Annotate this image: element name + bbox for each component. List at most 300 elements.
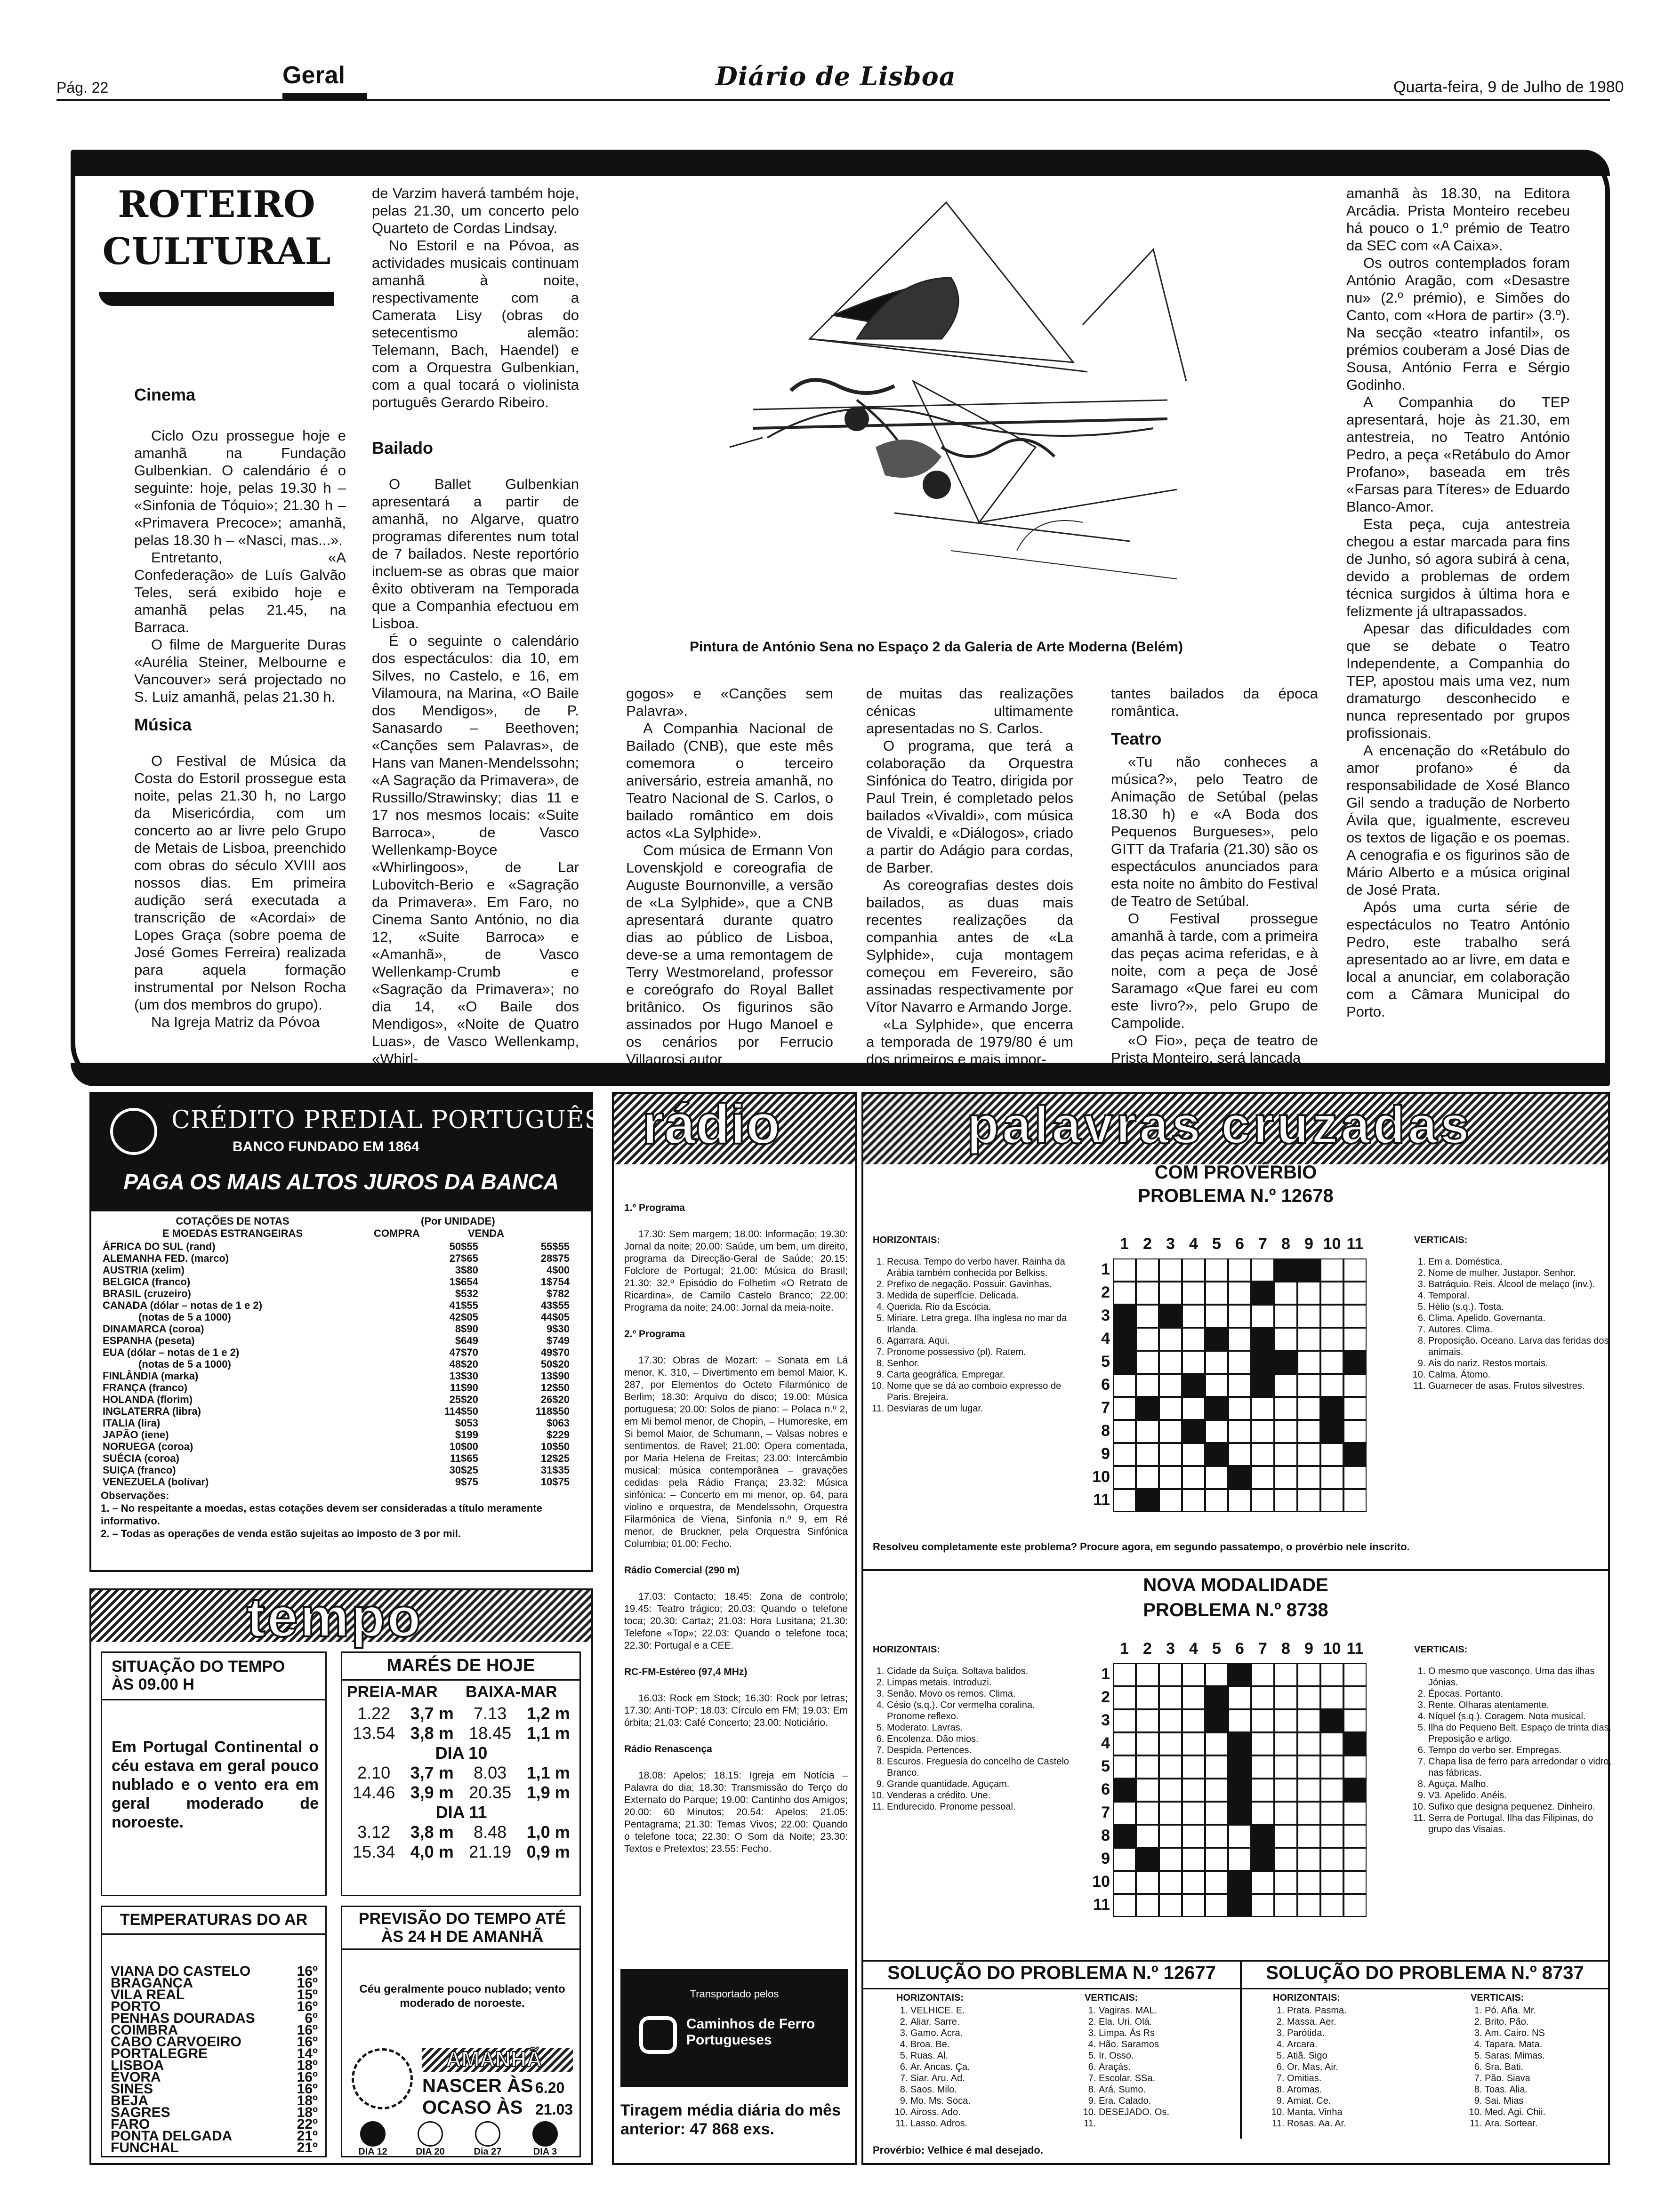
clue-item: 11. Serra de Portugal. Ilha das Filipinas, do grupo das Visaias.	[1428, 1812, 1617, 1835]
grid-cell	[1320, 1848, 1343, 1871]
grid-cell	[1274, 1351, 1297, 1374]
temp-value: 16º	[297, 1964, 318, 1979]
grid-cell	[1320, 1802, 1343, 1825]
rate-currency: NORUEGA (coroa)	[103, 1441, 193, 1452]
temp-value: 21º	[297, 2128, 318, 2144]
grid-cell	[1320, 1489, 1343, 1512]
rate-buy: 27$65	[449, 1252, 478, 1264]
clue-item: 6. Agarrara. Aqui.	[887, 1335, 1075, 1346]
rate-row	[101, 1323, 571, 1335]
clue-item: 5. Ilha do Pequeno Belt. Espaço de trinta dias. Preposição e artigo.	[1428, 1722, 1617, 1745]
cp-line1: Transportado pelos	[690, 1988, 779, 2000]
grid-cell	[1228, 1351, 1251, 1374]
grid-row-number: 9	[1101, 1445, 1110, 1463]
cinema-paragraph: Entretanto, «A Confederação» de Luís Galvão Teles, será exibido hoje e amanhã pelas 21.45, na Barraca.	[134, 549, 346, 635]
moon-day: Dia 27	[474, 2147, 502, 2157]
p1-title1: COM PROVÉRBIO	[1154, 1162, 1317, 1183]
grid-cell	[1205, 1663, 1228, 1686]
tiragem-text: Tiragem média diária do mês anterior: 47 868 exs.	[620, 2101, 841, 2138]
tides-table	[345, 1704, 578, 1862]
moon-phase	[404, 2121, 456, 2157]
temp-value: 16º	[297, 2034, 318, 2050]
grid-cell	[1343, 1779, 1367, 1802]
article-paragraph: A Companhia Nacional de Bailado (CNB), que este mês comemora o terceiro aniversário, estreia amanhã, no Teatro Nacional de S. Carlos, o bailado romântico em dois actos «La Sylphide».	[626, 720, 833, 841]
grid-cell	[1228, 1732, 1251, 1755]
clue-item: 6. Araçás.	[1099, 2061, 1249, 2073]
grid-cell	[1320, 1663, 1343, 1686]
grid-cell	[1320, 1825, 1343, 1848]
clue-item: 4. Níquel (s.q.). Coragem. Nota musical.	[1428, 1711, 1617, 1722]
cinema-heading: Cinema	[134, 385, 196, 404]
clue-item: 11. Ara. Sortear.	[1485, 2118, 1617, 2129]
temp-value: 6º	[305, 2011, 318, 2026]
grid-cell	[1251, 1732, 1274, 1755]
issue-date: Quarta-feira, 9 de Julho de 1980	[1393, 78, 1624, 96]
radio-banner-title: rádio	[642, 1093, 780, 1156]
tempo-section	[89, 1588, 593, 2165]
grid-cell	[1113, 1848, 1136, 1871]
temp-value: 16º	[297, 2081, 318, 2097]
grid-cell	[1159, 1420, 1182, 1443]
roteiro-column-4	[866, 685, 1073, 1068]
grid-cell	[1274, 1663, 1297, 1686]
article-paragraph: de Varzim haverá também hoje, pelas 21.30, um concerto pelo Quarteto de Cordas Lindsay.	[372, 185, 579, 236]
grid-cell	[1297, 1466, 1320, 1489]
grid-cell	[1343, 1894, 1367, 1917]
grid-cell	[1113, 1328, 1136, 1351]
grid-cell	[1136, 1732, 1159, 1755]
grid-cell	[1136, 1848, 1159, 1871]
roteiro-column-1	[134, 386, 346, 1031]
radio-program-title: 1.º Programa	[624, 1202, 685, 1213]
grid-cell	[1205, 1466, 1228, 1489]
mares-divider	[342, 1679, 579, 1681]
rate-buy: 114$50	[444, 1405, 478, 1417]
tide-height: 0,9 m	[526, 1842, 570, 1861]
rates-observations	[101, 1489, 581, 1540]
painting-caption: Pintura de António Sena no Espaço 2 da Galeria de Arte Moderna (Belém)	[690, 639, 1183, 655]
previsao-divider	[342, 1948, 579, 1950]
p1-horizontal-clues	[873, 1256, 1075, 1414]
rate-currency: BRASIL (cruzeiro)	[103, 1288, 191, 1299]
rate-buy: 11$65	[450, 1452, 478, 1464]
grid-row-number: 1	[1101, 1665, 1110, 1683]
moon-day: DIA 20	[416, 2147, 445, 2157]
temp-city: BRAGANÇA	[111, 1975, 193, 1991]
previsao-text: Céu geralmente pouco nublado; vento moderado de noroeste.	[359, 1983, 565, 2010]
clue-item: 3. Limpa. Ás Rs	[1099, 2028, 1249, 2039]
clue-item: 1. O mesmo que vasconço. Uma das ilhas Jónias.	[1428, 1666, 1617, 1688]
grid-cell	[1251, 1894, 1274, 1917]
grid-row-number: 11	[1093, 1491, 1110, 1509]
rate-buy: 25$20	[449, 1394, 478, 1405]
painting-sketch	[612, 184, 1290, 635]
grid-cell	[1274, 1420, 1297, 1443]
clue-item: 1. Em a. Doméstica.	[1428, 1256, 1617, 1267]
grid-cell	[1136, 1755, 1159, 1779]
grid-row-number: 5	[1101, 1353, 1110, 1370]
grid-col-number: 1	[1120, 1640, 1129, 1658]
grid-cell	[1320, 1282, 1343, 1305]
rate-row	[101, 1335, 571, 1346]
p1-vertical-clues	[1414, 1256, 1617, 1392]
grid-cell	[1251, 1871, 1274, 1894]
grid-cell	[1320, 1779, 1343, 1802]
tide-time: 13.54	[353, 1723, 395, 1743]
grid-cell	[1320, 1351, 1343, 1374]
clue-item: 2. Épocas. Portanto.	[1428, 1688, 1617, 1699]
grid-row-number: 6	[1101, 1376, 1110, 1394]
sol1-horizontal	[896, 2005, 1066, 2129]
grid-cell	[1159, 1709, 1182, 1732]
clue-item: 1. VELHICE. E.	[910, 2005, 1066, 2016]
grid-cell	[1136, 1282, 1159, 1305]
grid-row-number: 3	[1101, 1711, 1110, 1729]
clue-item: 4. Césio (s.q.). Cor vermelha coralina. Pronome reflexo.	[887, 1699, 1075, 1722]
grid-cell	[1159, 1755, 1182, 1779]
roteiro-title-line2: CULTURAL	[102, 230, 331, 273]
musica-paragraph: Na Igreja Matriz da Póvoa	[151, 1014, 320, 1030]
grid-cell	[1343, 1825, 1367, 1848]
grid-cell	[1113, 1825, 1136, 1848]
credito-founded: BANCO FUNDADO EM 1864	[233, 1139, 419, 1154]
clue-item: 8. Senhor.	[887, 1358, 1075, 1369]
tide-height: 1,2 m	[526, 1704, 570, 1723]
clue-item: 5. Saras. Mimas.	[1485, 2050, 1617, 2061]
grid-cell	[1228, 1709, 1251, 1732]
grid-cell	[1182, 1755, 1205, 1779]
tide-time: 3.12	[357, 1822, 391, 1842]
grid-cell	[1182, 1709, 1205, 1732]
rate-sell: 10$75	[540, 1476, 570, 1488]
temp-city: PENHAS DOURADAS	[111, 2011, 255, 2026]
previsao-title: PREVISÃO DO TEMPO ATÉ ÀS 24 H DE AMANHÃ	[358, 1910, 566, 1946]
rate-buy: 8$90	[455, 1323, 478, 1335]
grid-col-number: 9	[1304, 1235, 1313, 1253]
grid-cell	[1274, 1871, 1297, 1894]
temp-city: FUNCHAL	[111, 2140, 179, 2156]
radio-program-title: 2.º Programa	[624, 1329, 685, 1339]
clue-item: 8. Saos. Milo.	[910, 2084, 1066, 2095]
grid-cell	[1297, 1709, 1320, 1732]
grid-cell	[1182, 1420, 1205, 1443]
tide-time: 18.45	[469, 1723, 512, 1743]
masthead: Diário de Lisboa	[716, 61, 956, 91]
grid-cell	[1251, 1258, 1274, 1282]
grid-cell	[1136, 1663, 1159, 1686]
grid-col-number: 2	[1143, 1235, 1152, 1253]
rate-row	[101, 1264, 571, 1276]
grid-cell	[1274, 1374, 1297, 1397]
situacao-title: SITUAÇÃO DO TEMPO ÀS 09.00 H	[112, 1658, 285, 1693]
grid-cell	[1274, 1258, 1297, 1282]
grid-cell	[1320, 1894, 1343, 1917]
grid-cell	[1113, 1397, 1136, 1420]
tide-height: 1,1 m	[526, 1763, 570, 1782]
temp-city: VIANA DO CASTELO	[111, 1964, 251, 1979]
p2-horizontais-label: HORIZONTAIS:	[873, 1644, 940, 1655]
grid-cell	[1274, 1305, 1297, 1328]
nascer-time: 6.20	[535, 2079, 565, 2096]
rate-row	[101, 1464, 571, 1476]
grid-col-number: 10	[1323, 1640, 1341, 1658]
moon-icon	[360, 2121, 386, 2147]
grid-cell	[1159, 1489, 1182, 1512]
rate-sell: $782	[547, 1288, 570, 1299]
grid-cell	[1205, 1871, 1228, 1894]
clue-item: 11. Rosas. Aa. Ar.	[1287, 2118, 1442, 2129]
tide-time: 1.22	[357, 1704, 391, 1723]
clue-item: 3. Gamo. Acra.	[910, 2028, 1066, 2039]
clue-item: 7. Pão. Siava	[1485, 2073, 1617, 2084]
grid-col-number: 7	[1258, 1235, 1267, 1253]
tide-day-row	[345, 1803, 578, 1822]
grid-cell	[1274, 1466, 1297, 1489]
grid-cell	[1228, 1420, 1251, 1443]
radio-program-text: 17.30: Sem margem; 18.00: Informação; 19.30: Jornal da noite; 20.00: Saúde, um bem, um direito, programa da Direcção-Geral de Saúde; 20.15: Folclore de Portugal; 21.00: Música do Brasil; 21.30: 32.º Episódio do Folhetim «O Retrato de Ricardina», de Camilo Castelo Branco; 22.00: Programa da noite; 24.00: Jornal da meia-noite.	[624, 1229, 848, 1313]
clue-item: 8. Ará. Sumo.	[1099, 2084, 1249, 2095]
clue-item: 10. DESEJADO. Os.	[1099, 2107, 1249, 2118]
grid-cell	[1228, 1894, 1251, 1917]
musica-paragraph: O Festival de Música da Costa do Estoril prossegue esta noite, pelas 21.30 h, no Largo da Misericórdia, com um concerto ao ar livre pelo Grupo de Metais de Lisboa, preenchido com obras do século XVIII aos nossos dias. Em primeira audição será executada a transcrição de «Acordai» de Lopes Graça (sobre poema de José Gomes Ferreira) realizada para aquela formação instrumental por Nelson Rocha (um dos membros do grupo).	[134, 753, 346, 1013]
grid-cell	[1182, 1802, 1205, 1825]
grid-cell	[1182, 1282, 1205, 1305]
grid-cell	[1274, 1489, 1297, 1512]
rate-currency: EUA (dólar – notas de 1 e 2)	[103, 1346, 240, 1358]
clue-item: 4. Tapara. Mata.	[1485, 2039, 1617, 2050]
temp-city: ÉVORA	[111, 2069, 161, 2085]
rate-row	[101, 1405, 571, 1417]
rate-row	[101, 1311, 571, 1323]
grid-cell	[1297, 1755, 1320, 1779]
grid-cell	[1159, 1802, 1182, 1825]
grid-row-number: 11	[1093, 1896, 1110, 1914]
rate-row	[101, 1452, 571, 1464]
clue-item: 7. Chapa lisa de ferro para arredondar o vidro, nas fábricas.	[1428, 1756, 1617, 1779]
grid-cell	[1320, 1871, 1343, 1894]
temp-value: 16º	[297, 2069, 318, 2085]
rate-row	[101, 1346, 571, 1358]
grid-cell	[1297, 1489, 1320, 1512]
moon-icon	[418, 2121, 443, 2147]
clue-item: 7. Escolar. SSa.	[1099, 2073, 1249, 2084]
grid-cell	[1297, 1871, 1320, 1894]
grid-cell	[1274, 1779, 1297, 1802]
grid-cell	[1159, 1443, 1182, 1466]
rate-buy: 47$70	[449, 1346, 478, 1358]
grid-cell	[1343, 1802, 1367, 1825]
grid-cell	[1343, 1709, 1367, 1732]
grid-cell	[1159, 1258, 1182, 1282]
grid-cell	[1182, 1871, 1205, 1894]
clue-item: 5. Hélio (s.q.). Tosta.	[1428, 1301, 1617, 1313]
clue-item: 10. Sufixo que designa pequenez. Dinheiro.	[1428, 1801, 1617, 1812]
grid-row-number: 9	[1101, 1850, 1110, 1867]
obs-note: 1. – No respeitante a moedas, estas cotações devem ser consideradas a título meramente informativo.	[101, 1502, 542, 1527]
rate-buy: 30$25	[449, 1464, 478, 1476]
moon-phase	[347, 2121, 399, 2157]
grid-cell	[1274, 1686, 1297, 1709]
article-paragraph: A Companhia do TEP apresentará, hoje às 21.30, em antestreia, no Teatro António Pedro, a peça «Retábulo do Amor Profano», baseada em três «Farsas para Títeres» de Eduardo Blanco-Amor.	[1346, 394, 1570, 515]
musica-heading: Música	[134, 715, 192, 734]
grid-cell	[1159, 1328, 1182, 1351]
grid-cell	[1136, 1420, 1159, 1443]
crossword-banner-title: palavras cruzadas	[967, 1096, 1472, 1154]
clue-item: 9. V3. Apelido. Anéis.	[1428, 1790, 1617, 1801]
grid-cell	[1297, 1686, 1320, 1709]
moon-day: DIA 12	[358, 2147, 387, 2157]
grid-cell	[1182, 1732, 1205, 1755]
grid-cell	[1251, 1397, 1274, 1420]
rate-row	[101, 1382, 571, 1394]
clue-item: 6. Clima. Apelido. Governanta.	[1428, 1313, 1617, 1324]
article-paragraph: A encenação do «Retábulo do amor profano» é da responsabilidade de Xosé Blanco Gil sendo a tradução de Norberto Ávila que, igualmente, escreveu os textos de ligação e os poemas. A cenografia e os figurinos são de Mário Alberto e a música original de José Prata.	[1346, 742, 1570, 898]
grid-cell	[1343, 1258, 1367, 1282]
rate-currency: ITALIA (lira)	[103, 1417, 161, 1429]
sun-icon	[352, 2048, 413, 2109]
article-paragraph: Esta peça, cuja antestreia chegou a estar marcada para fins de Junho, só agora subirá à cena, devido a problemas de ordem técnica surgidos à última hora e felizmente já ultrapassados.	[1346, 516, 1570, 619]
temp-value: 21º	[297, 2140, 318, 2156]
clue-item: 6. Sra. Bati.	[1485, 2061, 1617, 2073]
grid-cell	[1320, 1732, 1343, 1755]
rate-sell: $749	[547, 1335, 570, 1346]
tide-row	[345, 1723, 578, 1743]
grid-cell	[1136, 1709, 1159, 1732]
roteiro-column-6	[1346, 184, 1570, 1020]
grid-cell	[1343, 1466, 1367, 1489]
sol2-v-label: VERTICAIS:	[1471, 1993, 1524, 2003]
crossword-divider	[863, 1569, 1608, 1571]
grid-cell	[1228, 1489, 1251, 1512]
grid-row-number: 10	[1092, 1873, 1110, 1891]
grid-cell	[1159, 1351, 1182, 1374]
rate-sell: 49$70	[540, 1346, 570, 1358]
grid-cell	[1320, 1328, 1343, 1351]
article-paragraph: O Ballet Gulbenkian apresentará a partir de amanhã, no Algarve, quatro programas diferentes num total de 7 bailados. Neste reportório incluem-se as obras que maior êxito obtiveram na Temporada que a Companhia efectuou em Lisboa.	[372, 476, 579, 632]
radio-program-title: RC-FM-Estéreo (97,4 MHz)	[624, 1667, 748, 1677]
grid-cell	[1159, 1397, 1182, 1420]
grid-cell	[1228, 1663, 1251, 1686]
grid-cell	[1320, 1709, 1343, 1732]
situacao-box	[101, 1651, 327, 1896]
grid-col-number: 5	[1212, 1235, 1221, 1253]
clue-item: 5. Miriare. Letra grega. Ilha inglesa no mar da Irlanda.	[887, 1313, 1075, 1335]
grid-cell	[1251, 1686, 1274, 1709]
rate-currency: VENEZUELA (bolívar)	[103, 1476, 209, 1488]
grid-cell	[1159, 1779, 1182, 1802]
grid-cell	[1228, 1779, 1251, 1802]
article-paragraph: Com música de Ermann Von Lovenskjold e coreografia de Auguste Bournonville, a versão de «La Sylphide», que a CNB apresentará durante quatro dias ao público de Lisboa, deve-se a uma remontagem de Terry Westmoreland, professor e coreógrafo do Royal Ballet britânico. Os figurinos são assinados por Hugo Manoel e os cenários por Ferrucio Villagrosi autor	[626, 842, 833, 1067]
grid-cell	[1297, 1732, 1320, 1755]
grid-cell	[1297, 1825, 1320, 1848]
grid-cell	[1182, 1466, 1205, 1489]
grid-cell	[1205, 1351, 1228, 1374]
grid-cell	[1320, 1466, 1343, 1489]
clue-item: 5. Ruas. Al.	[910, 2050, 1066, 2061]
grid-cell	[1113, 1779, 1136, 1802]
clue-item: 11. Lasso. Adros.	[910, 2118, 1066, 2129]
clue-item: 9. Era. Calado.	[1099, 2095, 1249, 2107]
grid-col-number: 2	[1143, 1640, 1152, 1658]
grid-cell	[1297, 1282, 1320, 1305]
grid-cell	[1251, 1351, 1274, 1374]
grid-cell	[1297, 1397, 1320, 1420]
grid-cell	[1297, 1663, 1320, 1686]
temp-value: 18º	[297, 2093, 318, 2108]
clue-item: 4. Broa. Be.	[910, 2039, 1066, 2050]
grid-col-number: 5	[1212, 1640, 1221, 1658]
rate-currency: FRANÇA (franco)	[103, 1382, 188, 1394]
rate-buy: 48$20	[449, 1358, 478, 1370]
credito-brand: CRÉDITO PREDIAL PORTUGUÊS	[171, 1106, 602, 1134]
grid-row-number: 2	[1101, 1688, 1110, 1706]
grid-cell	[1343, 1663, 1367, 1686]
rate-buy: 9$75	[455, 1476, 478, 1488]
tide-height: 3,8 m	[410, 1822, 454, 1842]
tide-row	[345, 1842, 578, 1862]
clue-item: 1. Vagiras. MAL.	[1099, 2005, 1249, 2016]
grid-cell	[1228, 1686, 1251, 1709]
crossword-grid-8738	[1085, 1640, 1395, 1922]
temp-value: 18º	[297, 2105, 318, 2120]
grid-row-number: 2	[1101, 1283, 1110, 1301]
grid-cell	[1205, 1802, 1228, 1825]
temp-value: 16º	[297, 1975, 318, 1991]
grid-col-number: 9	[1304, 1640, 1313, 1658]
sol1-v-label: VERTICAIS:	[1085, 1993, 1138, 2003]
grid-cell	[1228, 1802, 1251, 1825]
article-paragraph: Após uma curta série de espectáculos no Teatro António Pedro, este trabalho será apresentado ao ar livre, em data e local a anunciar, em colaboração com a Câmara Municipal do Porto.	[1346, 899, 1570, 1020]
grid-cell	[1297, 1351, 1320, 1374]
grid-cell	[1297, 1374, 1320, 1397]
rate-sell: 118$50	[535, 1405, 570, 1417]
cp-logo-icon	[639, 2016, 677, 2054]
temps-divider	[102, 1933, 325, 1935]
clue-item: 1. Prata. Pasma.	[1287, 2005, 1442, 2016]
clue-item: 10. Med. Agi. Chii.	[1485, 2107, 1617, 2118]
temp-value: 22º	[297, 2116, 318, 2132]
rate-sell: 9$30	[547, 1323, 570, 1335]
sol2-title: SOLUÇÃO DO PROBLEMA N.º 8737	[1266, 1963, 1584, 1983]
article-paragraph: Apesar das dificuldades com que se debate o Teatro Independente, a Companhia do TEP, apostou mais uma vez, num dramaturgo desconhecido e nunca representado por grupos profissionais.	[1346, 620, 1570, 741]
clue-item: 11. Desviaras de um lugar.	[887, 1403, 1075, 1414]
clue-item: 2. Massa. Aer.	[1287, 2016, 1442, 2028]
clue-item: 10. Venderas a crédito. Une.	[887, 1790, 1075, 1801]
mares-title: MARÉS DE HOJE	[386, 1656, 535, 1675]
tide-height: 4,0 m	[410, 1842, 454, 1861]
grid-cell	[1320, 1397, 1343, 1420]
p2-vertical-clues	[1414, 1666, 1617, 1835]
temp-city: COIMBRA	[111, 2022, 178, 2038]
rate-currency: FINLÂNDIA (marka)	[103, 1370, 199, 1382]
grid-cell	[1205, 1282, 1228, 1305]
tide-height: 1,9 m	[526, 1783, 570, 1802]
grid-cell	[1205, 1420, 1228, 1443]
rates-title-line2: E MOEDAS ESTRANGEIRAS	[162, 1227, 303, 1239]
clue-item: 4. Temporal.	[1428, 1290, 1617, 1301]
rate-currency: ÁFRICA DO SUL (rand)	[103, 1241, 216, 1252]
clue-item: 2. Brito. Pão.	[1485, 2016, 1617, 2028]
grid-cell	[1113, 1663, 1136, 1686]
rate-sell: 31$35	[540, 1464, 570, 1476]
clue-item: 5. Moderato. Lavras.	[887, 1722, 1075, 1733]
grid-cell	[1228, 1825, 1251, 1848]
grid-cell	[1228, 1397, 1251, 1420]
radio-listings	[624, 1202, 848, 1855]
grid-cell	[1205, 1328, 1228, 1351]
tide-height: 1,1 m	[526, 1723, 570, 1743]
grid-col-number: 4	[1189, 1235, 1198, 1253]
